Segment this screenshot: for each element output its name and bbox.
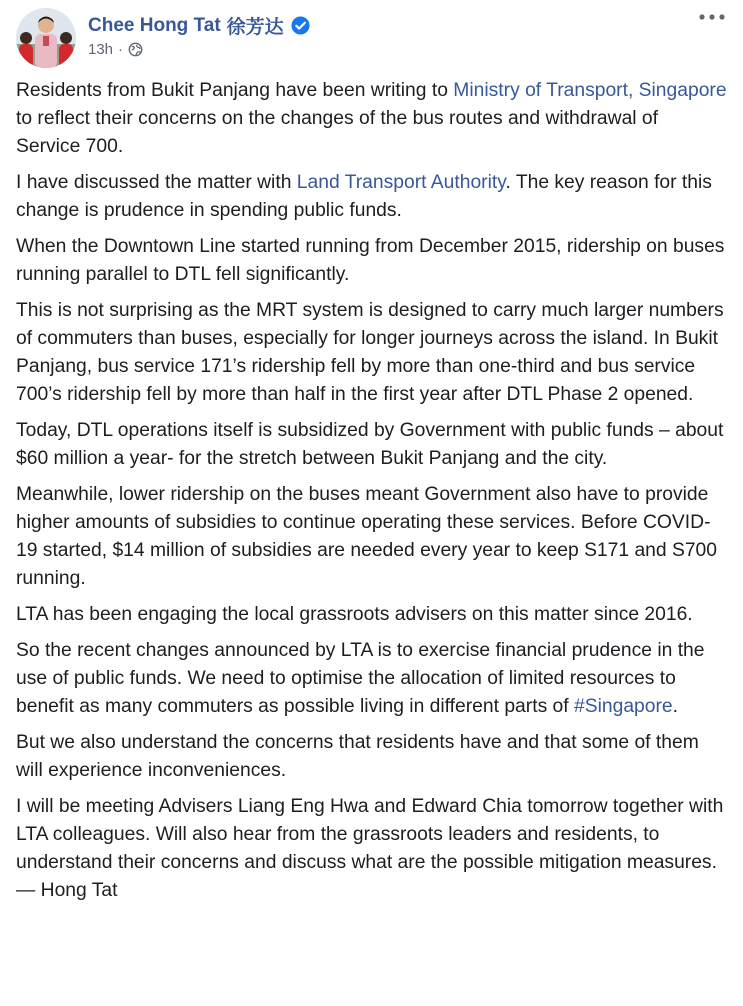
paragraph-text: Residents from Bukit Panjang have been writing to	[16, 80, 454, 101]
post-paragraph: LTA has been engaging the local grassroots advisers on this matter since 2016.	[16, 604, 693, 625]
paragraph-text: So the recent changes announced by LTA is to exercise financial prudence in the use of public funds. We need to optimise the allocation of limited resources to benefit as many commuters as possible living in different parts of	[16, 640, 705, 717]
verified-badge-icon	[291, 16, 310, 35]
post-body	[16, 77, 727, 913]
post-timestamp[interactable]: 13h	[88, 41, 114, 58]
post-paragraph	[16, 169, 727, 225]
post-paragraph: When the Downtown Line started running from December 2015, ridership on buses running parallel to DTL fell significantly.	[16, 236, 725, 285]
globe-icon[interactable]	[128, 42, 143, 57]
avatar-photo	[16, 8, 76, 68]
post-header	[16, 8, 727, 68]
more-options-icon[interactable]	[697, 8, 727, 26]
post-paragraph	[16, 637, 727, 721]
post-paragraph: But we also understand the concerns that residents have and that some of them will experience inconveniences.	[16, 732, 699, 781]
avatar[interactable]	[16, 8, 76, 68]
post-paragraph: I will be meeting Advisers Liang Eng Hwa and Edward Chia tomorrow together with LTA colleagues. Will also hear from the grassroots leaders and residents, to understand their concerns and discuss what are the possible mitigation measures. — Hong Tat	[16, 796, 724, 901]
hashtag-singapore[interactable]: #Singapore	[574, 696, 673, 717]
paragraph-text: I have discussed the matter with	[16, 172, 297, 193]
author-name-cjk[interactable]: 徐芳达	[226, 16, 284, 38]
mention-ministry-of-transport[interactable]: Ministry of Transport, Singapore	[453, 80, 727, 101]
author-name-latin[interactable]: Chee Hong Tat	[88, 14, 221, 36]
post-paragraph: This is not surprising as the MRT system is designed to carry much larger numbers of commuters than buses, especially for longer journeys across the island. In Bukit Panjang, bus service 171’s ridership fell by more than one-third and bus service 700’s ridership fell by more than half in the first year after DTL Phase 2 opened.	[16, 300, 724, 405]
post-paragraph: Meanwhile, lower ridership on the buses meant Government also have to provide higher amounts of subsidies to continue operating these services. Before COVID-19 started, $14 million of subsidies are needed every year to keep S171 and S700 running.	[16, 484, 718, 589]
paragraph-text: .	[672, 696, 678, 717]
paragraph-text: to reflect their concerns on the changes of the bus routes and withdrawal of Service 700.	[16, 108, 659, 157]
post-paragraph: Today, DTL operations itself is subsidized by Government with public funds – about $60 million a year- for the stretch between Bukit Panjang and the city.	[16, 420, 724, 469]
post-meta	[88, 41, 143, 58]
meta-separator: ·	[118, 41, 124, 58]
post-paragraph	[16, 77, 727, 161]
author-name[interactable]	[88, 12, 310, 39]
paragraph-text: . The key reason for this change is prudence in spending public funds.	[16, 172, 712, 221]
mention-land-transport-authority[interactable]: Land Transport Authority	[296, 172, 506, 193]
